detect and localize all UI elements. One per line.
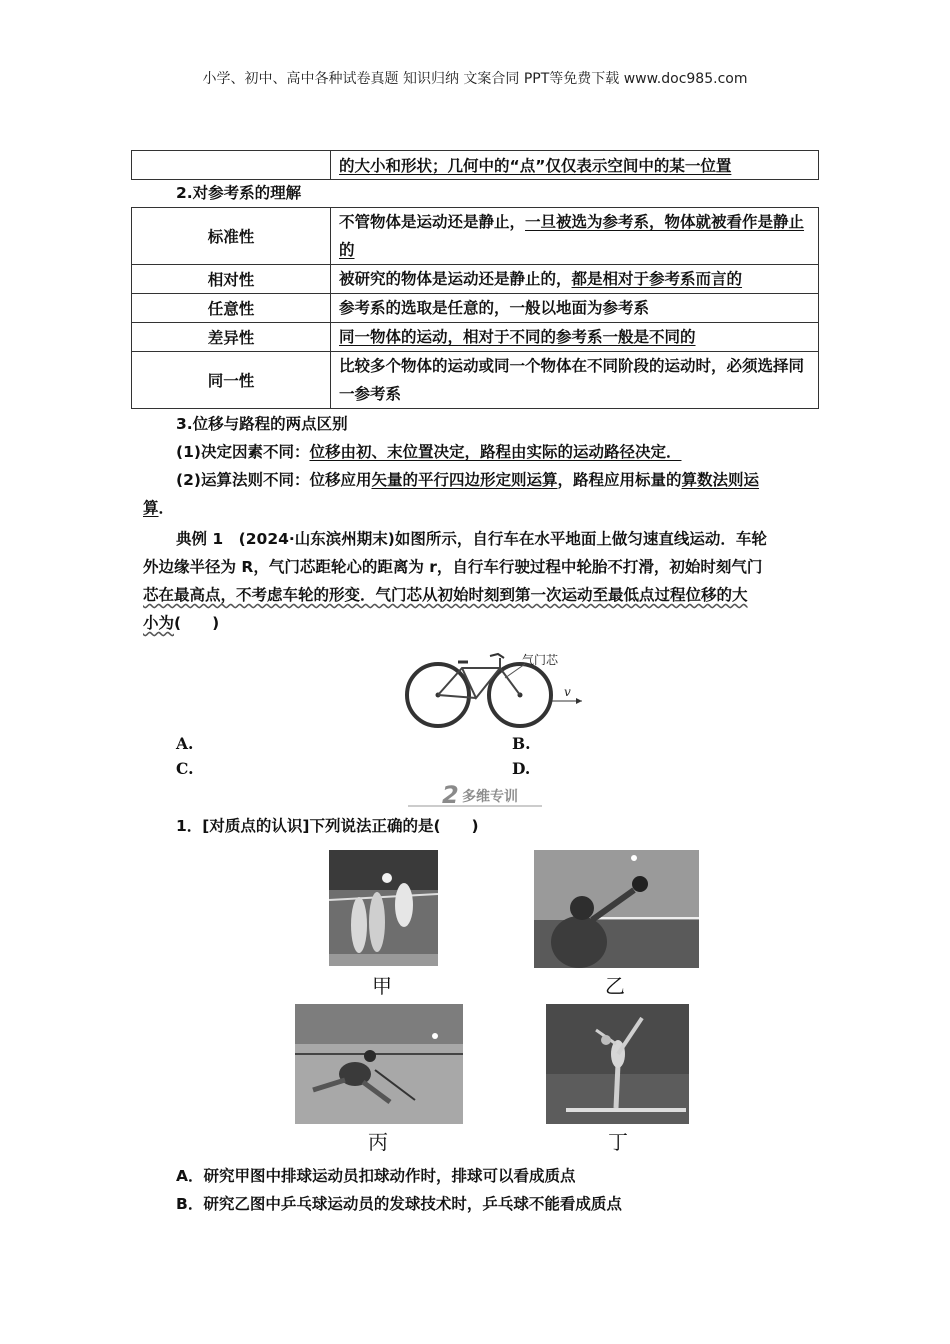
table-row xyxy=(132,265,819,294)
section-banner xyxy=(408,782,542,808)
row-key: 相对性 xyxy=(132,265,331,294)
choice-b[interactable]: B．研究乙图中乒乓球运动员的发球技术时，乒乓球不能看成质点 xyxy=(176,1195,622,1213)
row-value: 同一物体的运动，相对于不同的参考系一般是不同的 xyxy=(331,323,819,352)
row-key: 任意性 xyxy=(132,294,331,323)
section3-item2-cont: 算． xyxy=(143,499,175,517)
row-key: 标准性 xyxy=(132,208,331,265)
option-a[interactable]: A. xyxy=(176,734,194,753)
example-line2: 外边缘半径为 R，气门芯距轮心的距离为 r，自行车行驶过程中轮胎不打滑，初始时刻气门 xyxy=(143,558,763,576)
option-b[interactable]: B. xyxy=(512,734,531,753)
banner-number: 2 xyxy=(442,782,459,808)
badminton-photo xyxy=(295,1004,463,1124)
section3-item1: (1)决定因素不同：位移由初、末位置决定，路程由实际的运动路径决定． xyxy=(176,443,682,461)
section2-title: 2.对参考系的理解 xyxy=(176,184,302,202)
row-key: 同一性 xyxy=(132,352,331,409)
question1: 1．[对质点的认识]下列说法正确的是( ) xyxy=(176,817,479,835)
photo-caption-jia: 甲 xyxy=(372,974,392,998)
velocity-label: v xyxy=(564,685,571,699)
page-header: 小学、初中、高中各种试卷真题 知识归纳 文案合同 PPT等免费下载 www.doc985.com xyxy=(202,71,748,87)
bicycle-figure xyxy=(400,640,585,730)
row-value: 被研究的物体是运动还是静止的，都是相对于参考系而言的 xyxy=(331,265,819,294)
row-key: 差异性 xyxy=(132,323,331,352)
section3-item2: (2)运算法则不同：位移应用矢量的平行四边形定则运算，路程应用标量的算数法则运 xyxy=(176,471,760,489)
row-value: 比较多个物体的运动或同一个物体在不同阶段的运动时，必须选择同一参考系 xyxy=(331,352,819,409)
gymnastics-photo xyxy=(546,1004,689,1124)
table-row xyxy=(132,352,819,409)
reference-frame-table xyxy=(131,207,819,409)
photo-caption-ding: 丁 xyxy=(608,1130,628,1154)
table-continued xyxy=(131,150,819,180)
table-tennis-photo xyxy=(534,850,699,968)
option-c[interactable]: C. xyxy=(176,759,194,778)
example-line4: 小为( ) xyxy=(143,614,220,632)
option-d[interactable]: D. xyxy=(512,759,531,778)
choice-a[interactable]: A．研究甲图中排球运动员扣球动作时，排球可以看成质点 xyxy=(176,1167,576,1185)
photo-caption-yi: 乙 xyxy=(605,974,625,998)
table-row xyxy=(132,208,819,265)
volleyball-photo xyxy=(329,850,438,966)
table1-right-cell: 的大小和形状；几何中的“点”仅仅表示空间中的某一位置 xyxy=(331,151,819,180)
photo-caption-bing: 丙 xyxy=(368,1130,388,1154)
example-line1: 典例 1 (2024·山东滨州期末)如图所示，自行车在水平地面上做匀速直线运动．车轮 xyxy=(176,530,767,548)
section3-title: 3.位移与路程的两点区别 xyxy=(176,415,348,433)
row-value: 不管物体是运动还是静止，一旦被选为参考系，物体就被看作是静止的 xyxy=(331,208,819,265)
row-value: 参考系的选取是任意的，一般以地面为参考系 xyxy=(331,294,819,323)
banner-text: 多维专训 xyxy=(462,789,518,805)
table-row xyxy=(132,294,819,323)
valve-label: 气门芯 xyxy=(522,653,559,667)
example-line3: 芯在最高点，不考虑车轮的形变．气门芯从初始时刻到第一次运动至最低点过程位移的大 xyxy=(143,586,748,604)
table1-left-cell xyxy=(132,151,331,180)
table-row xyxy=(132,323,819,352)
